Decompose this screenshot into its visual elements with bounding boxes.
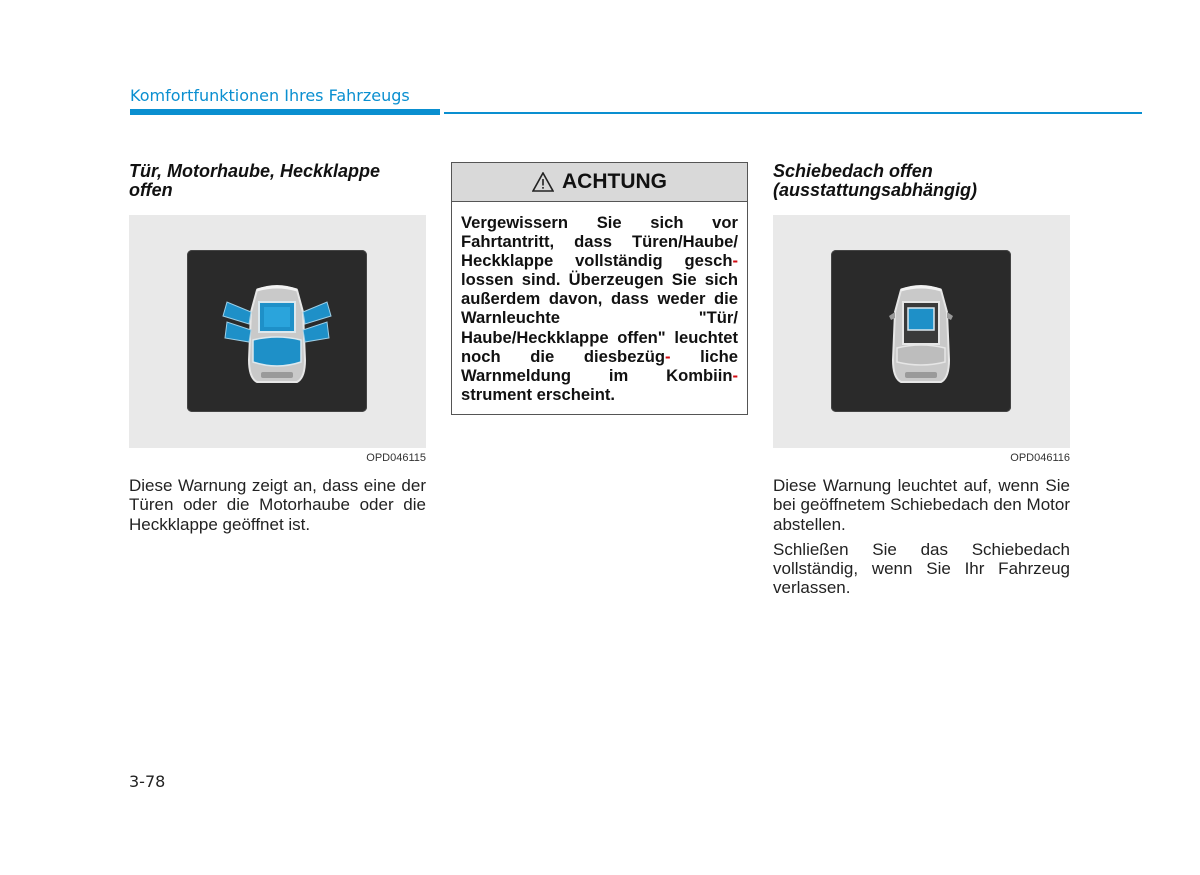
doors-warning-text: Diese Warnung zeigt an, dass eine der Türen oder die Motorhaube oder die Heckklappe geöffnet ist. [129,476,426,534]
section-title-doors: Tür, Motorhaube, Heckklappe offen [129,161,381,200]
right-column [773,162,1070,598]
warning-hyphen: - [665,346,671,366]
header-rule-thin [444,112,1142,114]
figure-code: OPD046115 [366,452,426,464]
warning-text [452,202,747,414]
warning-label: ACHTUNG [562,170,667,193]
warning-text-part-3: liche Warnmeldung im Kombiin [461,346,738,385]
section-title-sunroof: Schiebedach offen (ausstattungsabhängig) [773,161,978,200]
car-sunroof-open-icon [831,250,1011,412]
middle-column [451,162,748,415]
warning-box [451,162,748,415]
header-rule-thick [130,109,440,115]
sunroof-instruction-text: Schließen Sie das Schiebedach vollständig, wenn Sie Ihr Fahrzeug verlassen. [773,539,1070,598]
left-column [129,162,426,534]
warning-text-part-1: Vergewissern Sie sich vor Fahrtantritt, dass Türen/Haube/ Heckklappe vollständig gesch [461,213,738,271]
car-doors-open-icon [187,250,367,412]
warning-hyphen: - [732,251,738,271]
figure-code: OPD046116 [1010,452,1070,464]
warning-text-part-2: lossen sind. Überzeugen Sie sich außerdem davon, dass weder die Warnleuchte "Tür/ Haube/Heckklappe offen" leuchtet noch die diesbezüg [461,270,738,366]
header-title: Komfortfunktionen Ihres Fahrzeugs [130,86,410,105]
cluster-display [831,250,1011,412]
warning-text-part-4: strument erscheint. [461,384,615,404]
cluster-display [187,250,367,412]
figure-doors-open [129,215,426,464]
warning-header [452,163,747,202]
sunroof-warning-text: Diese Warnung leuchtet auf, wenn Sie bei geöffnetem Schiebedach den Motor abstellen. [773,476,1070,534]
page-header [130,86,1142,116]
page-number: 3-78 [129,772,166,791]
warning-triangle-icon [532,172,554,192]
warning-hyphen: - [732,365,738,385]
figure-sunroof-open [773,215,1070,464]
